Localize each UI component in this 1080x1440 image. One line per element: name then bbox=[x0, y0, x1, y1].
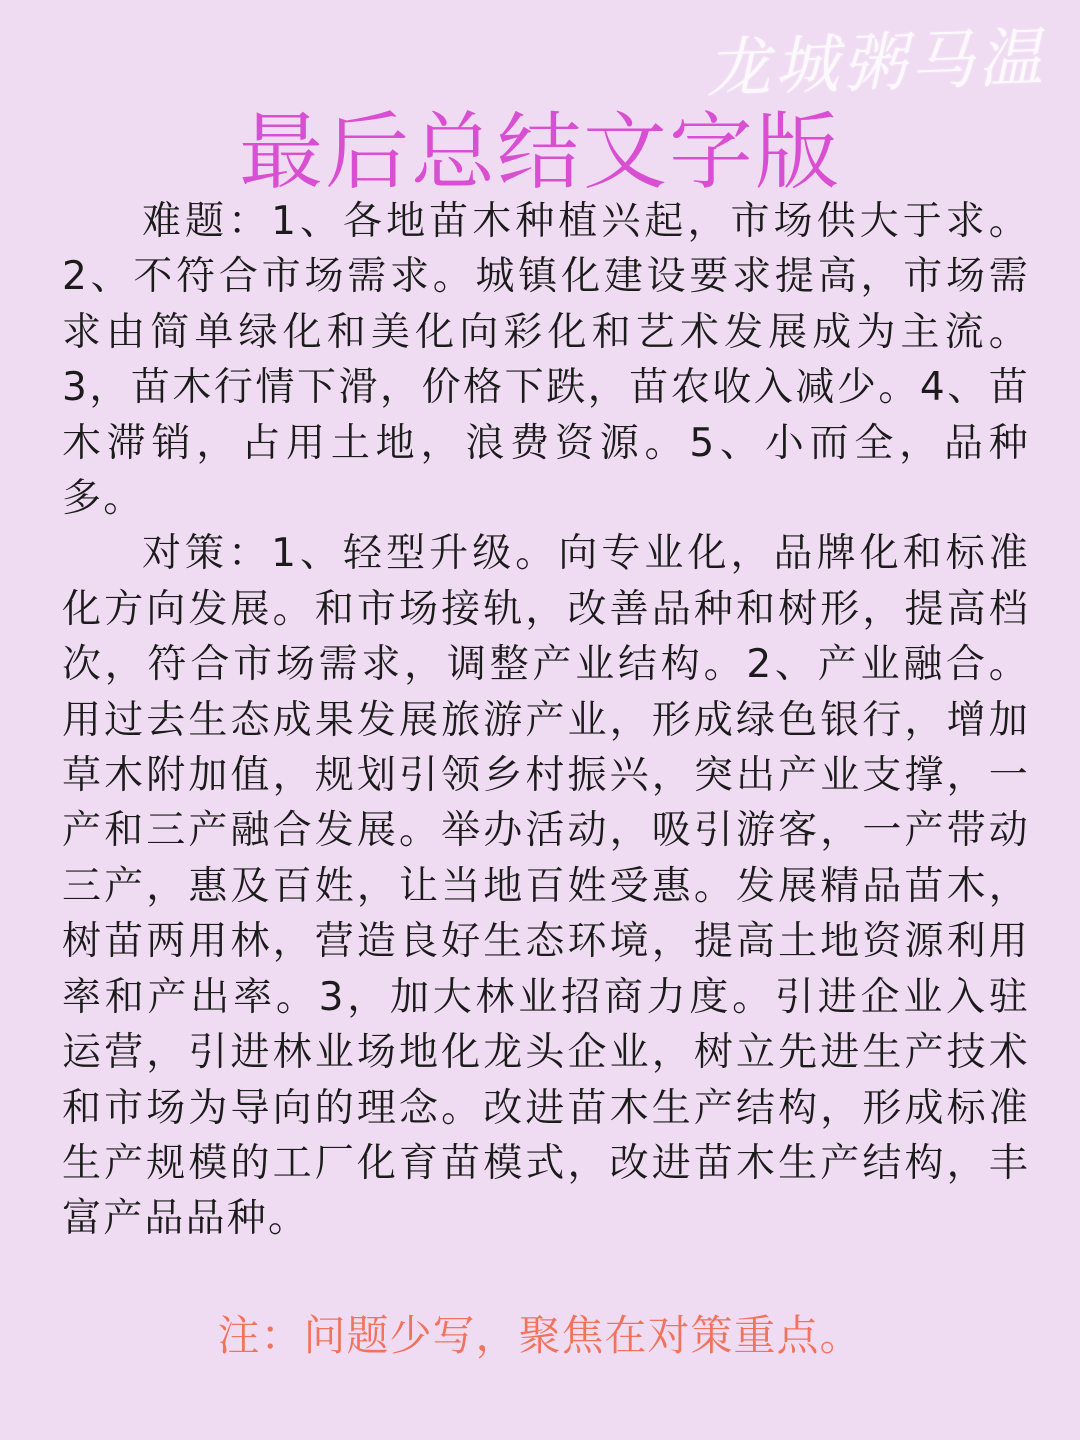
problems-paragraph: 难题：1、各地苗木种植兴起，市场供大于求。2、不符合市场需求。城镇化建设要求提高，市场需求由简单绿化和美化向彩化和艺术发展成为主流。3，苗木行情下滑，价格下跌，苗农收入减少。4、苗木滞销，占用土地，浪费资源。5、小而全，品种多。 bbox=[62, 199, 1030, 522]
page-title: 最后总结文字版 bbox=[238, 103, 841, 201]
footnote: 注：问题少写，聚焦在对策重点。 bbox=[217, 1311, 863, 1360]
body-text bbox=[62, 194, 1030, 1247]
watermark-signature: 龙城粥马温 bbox=[705, 21, 1048, 107]
solutions-paragraph: 对策：1、轻型升级。向专业化，品牌化和标准化方向发展。和市场接轨，改善品种和树形，提高档次，符合市场需求，调整产业结构。2、产业融合。用过去生态成果发展旅游产业，形成绿色银行，增加草木附加值，规划引领乡村振兴，突出产业支撑，一产和三产融合发展。举办活动，吸引游客，一产带动三产，惠及百姓，让当地百姓受惠。发展精品苗木，树苗两用林，营造良好生态环境，提高土地资源利用率和产出率。3，加大林业招商力度。引进企业入驻运营，引进林业场地化龙头企业，树立先进生产技术和市场为导向的理念。改进苗木生产结构，形成标准生产规模的工厂化育苗模式，改进苗木生产结构，丰富产品品种。 bbox=[62, 531, 1030, 1242]
